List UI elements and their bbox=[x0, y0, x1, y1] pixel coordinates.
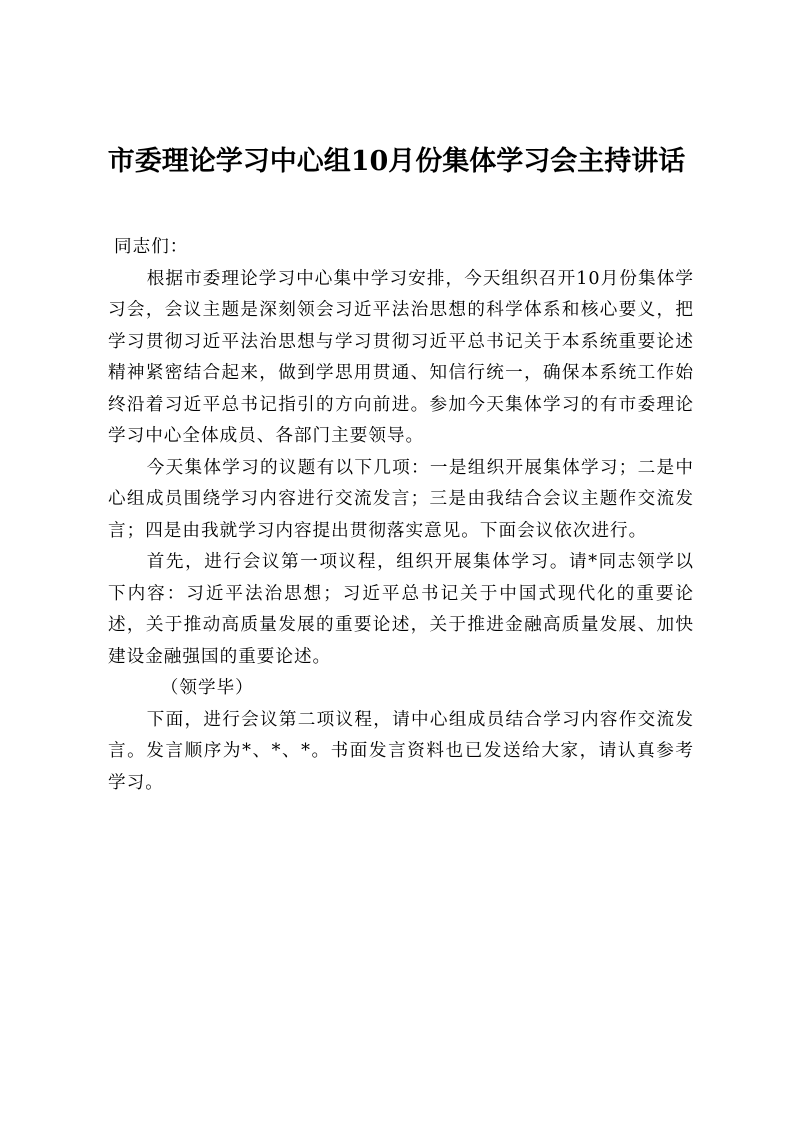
salutation: 同志们： bbox=[114, 237, 189, 257]
paragraph-opening: 根据市委理论学习中心集中学习安排，今天组织召开10月份集体学习会，会议主题是深刻领会习近平法治思想的科学体系和核心要义，把学习贯彻习近平法治思想与学习贯彻习近平总书记关于本系统重要论述精神紧密结合起来，做到学思用贯通、知信行统一，确保本系统工作始终沿着习近平总书记指引的方向前进。参加今天集体学习的有市委理论学习中心全体成员、各部门主要领导。 bbox=[108, 268, 694, 446]
stage-note: （领学毕） bbox=[160, 678, 254, 698]
document-body bbox=[108, 232, 694, 799]
document-title: 市委理论学习中心组10月份集体学习会主持讲话 bbox=[107, 146, 686, 177]
paragraph-first-item: 首先，进行会议第一项议程，组织开展集体学习。请*同志领学以下内容：习近平法治思想；习近平总书记关于中国式现代化的重要论述，关于推动高质量发展的重要论述，关于推进金融高质量发展、加快建设金融强国的重要论述。 bbox=[108, 552, 694, 667]
paragraph-second-item: 下面，进行会议第二项议程，请中心组成员结合学习内容作交流发言。发言顺序为*、*、*。书面发言资料也已发送给大家，请认真参考学习。 bbox=[108, 709, 694, 793]
paragraph-agenda: 今天集体学习的议题有以下几项：一是组织开展集体学习；二是中心组成员围绕学习内容进行交流发言；三是由我结合会议主题作交流发言；四是由我就学习内容提出贯彻落实意见。下面会议依次进行。 bbox=[108, 457, 694, 541]
